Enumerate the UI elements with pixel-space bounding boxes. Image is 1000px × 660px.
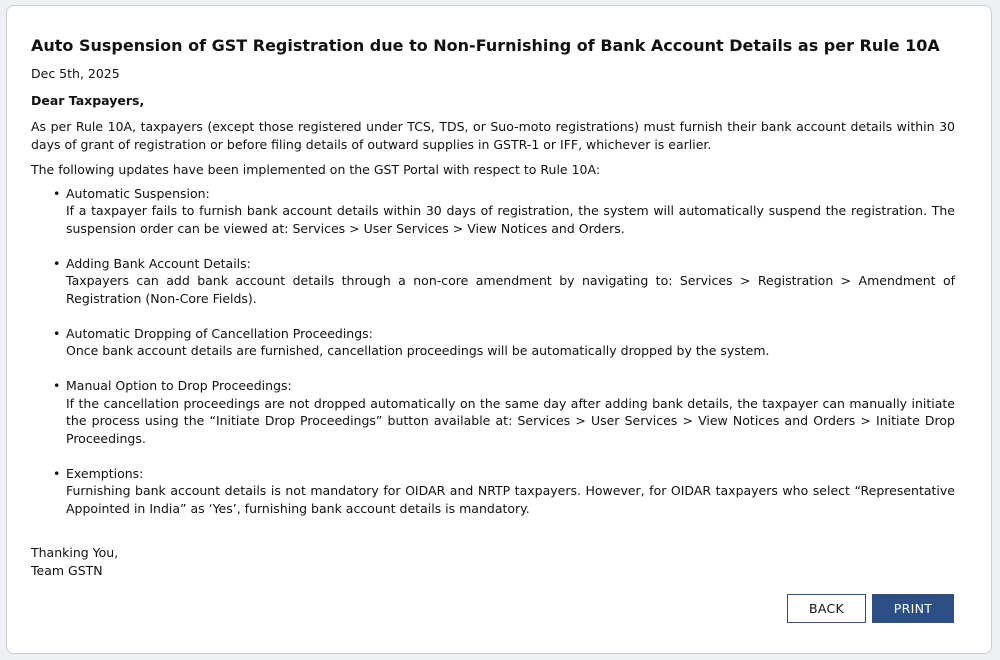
bullet-icon: • [53, 185, 61, 201]
item-heading: Automatic Dropping of Cancellation Proceedings: [66, 325, 373, 341]
item-heading: Manual Option to Drop Proceedings: [66, 378, 292, 393]
notice-title: Auto Suspension of GST Registration due to Non-Furnishing of Bank Account Details as per Rule 10A [31, 36, 940, 55]
greeting: Dear Taxpayers, [31, 93, 145, 108]
updates-list [31, 185, 955, 518]
print-button[interactable]: PRINT [872, 594, 954, 623]
item-heading: Automatic Suspension: [66, 185, 210, 201]
bullet-icon: • [53, 378, 61, 393]
item-heading: Exemptions: [66, 465, 144, 481]
item-description: Taxpayers can add bank account details through a non-core amendment by navigating to: Services > Registration > Amendment of Registration (Non-Core Fields). [66, 273, 955, 306]
item-description: If the cancellation proceedings are not dropped automatically on the same day after adding bank details, the taxpayer can manually initiate the process using the “Initiate Drop Proceedings” button available at: Services > User Services > View Notices and Orders > Initiate Drop Proceedings. [66, 395, 955, 446]
list-item [53, 325, 955, 360]
list-item [53, 465, 955, 518]
item-description: Once bank account details are furnished, cancellation proceedings will be automatically dropped by the system. [66, 343, 770, 358]
list-item [53, 185, 955, 238]
notice-date: Dec 5th, 2025 [31, 66, 120, 81]
updates-intro: The following updates have been implemented on the GST Portal with respect to Rule 10A: [31, 162, 601, 177]
closing-thanks: Thanking You, [31, 545, 119, 560]
closing-signature: Team GSTN [31, 562, 103, 578]
notice-card [6, 5, 992, 654]
list-item [53, 377, 955, 447]
action-buttons [787, 594, 954, 623]
item-description: If a taxpayer fails to furnish bank account details within 30 days of registration, the system will automatically suspend the registration. The suspension order can be viewed at: Services > User Services > View Notices and Orders. [66, 203, 955, 236]
bullet-icon: • [53, 325, 61, 341]
notice-content [31, 6, 955, 579]
list-item [53, 255, 955, 308]
item-heading: Adding Bank Account Details: [66, 255, 251, 271]
bullet-icon: • [53, 255, 61, 271]
intro-paragraph: As per Rule 10A, taxpayers (except those registered under TCS, TDS, or Suo-moto registrations) must furnish their bank account details within 30 days of grant of registration or before filing details of outward supplies in GSTR-1 or IFF, whichever is earlier. [31, 119, 955, 152]
back-button[interactable]: BACK [787, 594, 866, 623]
closing-block [31, 544, 955, 579]
item-description: Furnishing bank account details is not mandatory for OIDAR and NRTP taxpayers. However, for OIDAR taxpayers who select “Representative Appointed in India” as ‘Yes’, furnishing bank account details is mandatory. [66, 483, 955, 516]
bullet-icon: • [53, 465, 61, 481]
